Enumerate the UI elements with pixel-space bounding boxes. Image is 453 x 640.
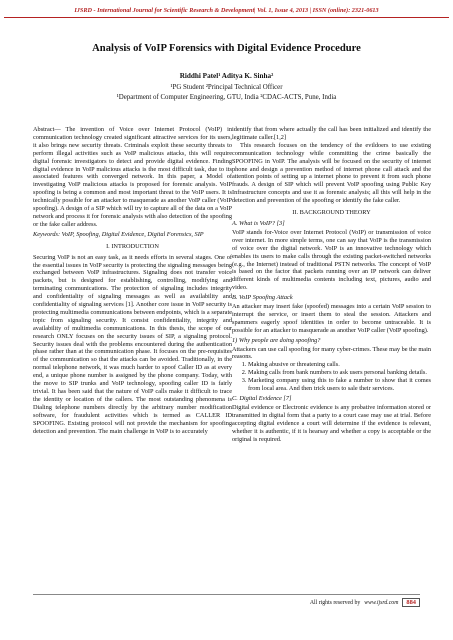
subsection-digital-evidence: C. Digital Evidence [7] xyxy=(232,395,292,402)
journal-url-link[interactable]: www.ijsrd.com xyxy=(364,599,399,606)
list-item: 2. Making calls from bank numbers to ask users personal banking details. xyxy=(248,369,431,377)
paper-title: Analysis of VoIP Forensics with Digital Evidence Procedure xyxy=(92,43,361,54)
subsection-what-is-voip: A. What is VoIP? [3] xyxy=(232,219,285,227)
spoofing-reasons-list xyxy=(232,361,431,393)
keywords: Keywords: VoIP, Spoofing, Digital Evidence, Digital Forensics, SIP xyxy=(33,230,204,238)
rights-text: All rights reserved by xyxy=(309,599,361,606)
list-item: 3. Marketing company using this to fake a number to show that it comes from local area. And then trick users to sale their services. xyxy=(248,377,431,393)
introduction-text: Securing VoIP is not an easy task, as it needs efforts in several stages. One of the essential issues in VoIP security is protecting the signaling messages being exchanged between VoIP infrastructures. Signaling does not transfer voice packets, but is designed for establishing, controlling, modifying and terminating communications. The protection of signaling includes integrity and confidentiality of signaling messages as well as availability and confidentiality of signaling services [1]. Another core issue in VoIP security is protecting multimedia communications between endpoints, which is a separate topic from signaling security. It consist confidentiality, integrity and availability of multimedia communications. In this thesis, the scope of our research ONLY focuses on the security issues of SIP, a signaling protocol. Security issues deal with the problems encountered during the authentication phase rather than at the communication phase. It focuses on the pre-requisites of the communication so that the attacks can be avoided. Traditionally, in the normal telephone network, it was much harder to spoof Caller ID as at every end, a unique phone number is assigned by the phone company. Today, with the move to SIP trunks and VoIP technology, spoofing caller ID is fairly trivial. It has been said that the nature of VoIP calls make it difficult to trace the identity or location of the callers. The most outstanding phenomena is Dialing telephone numbers directly by the arbitrary number modification software, for fraudulent activities which is termed as CALLER ID SPOOFING. Existing protocol will not provide the mechanism for spoofing detection and prevention. The main challenge in VoIP is to accurately xyxy=(33,253,232,435)
affiliation-institutions: ¹Department of Computer Engineering, GTU, India ²CDAC-ACTS, Pune, India xyxy=(116,94,337,101)
section-background-heading: II. BACKGROUND THEORY xyxy=(292,209,371,217)
intro-continued: identify that from where actually the call has been initialized and identify the legitimate caller.[1,2] xyxy=(232,126,431,141)
page-number: 884 xyxy=(402,598,420,607)
list-item: 1. Making abusive or threatening calls. xyxy=(248,361,431,369)
spoofing-reasons-intro: Attackers can use call spoofing for many cyber-crimes. These may be the main reasons. xyxy=(232,345,431,361)
journal-header: IJSRD - International Journal for Scientific Research & Development| Vol. 1, Issue 4, 2013 | ISSN (online): 2321-0613 xyxy=(74,7,379,14)
subsection-why-spoofing: 1) Why people are doing spoofing? xyxy=(232,336,321,344)
spoofing-attack-paragraph: An attacker may insert fake (spoofed) messages into a certain VoIP session to interrupt the service, or insert them to steal the session. Attackers and spammers eagerly spoof identities in order to become untraceable. It is possible for an attacker to masquerade as another VoIP caller (VoIP spoofing). xyxy=(232,303,431,334)
abstract: Abstract— The invention of Voice over Internet Protocol (VoIP) in communication technology created significant attractive services for its users, it also brings new security threats. Criminals exploit these security threats to perform illegal activities such as VoIP malicious attacks, this will require digital forensic investigators to detect and provide digital evidence. Finding digital evidence in VoIP malicious attacks is the most difficult task, due to its associated features with converged network. In this paper, a Model of investigating VoIP malicious attacks is proposed for forensic analysis. VoIP spoofing is being a common and most important threat to the VoIP users. It is technically possible for an attacker to masquerade as another VoIP caller (VoIP spoofing). A design of a SIP which will try to capture all of the data on a VoIP network and process it for forensic analysis with also detection of the spoofing or the fake caller address. xyxy=(33,126,232,228)
research-focus-paragraph: This research focuses on the tendency of the evildoers to use existing communication technology while committing the crime basically the SPOOFING in VoIP. The analysis will be focused on the security of internet phone and design a prevention method of internet phone call attack and the attention points of setting up a internet phone to prevent it from such phone frauds. A design of SIP which will prevent VoIP spoofing using Public Key Infrastructure concepts and use it as forensic analysis; all this will help in the detection and prevention of the spoofing or identify the fake caller. xyxy=(232,141,431,205)
paper-authors: Riddhi Patel¹ Aditya K. Sinha² xyxy=(179,72,274,80)
affiliation-roles: ¹PG Student ²Principal Technical Officer xyxy=(170,84,283,91)
digital-evidence-paragraph: Digital evidence or Electronic evidence is any probative information stored or transmitted in digital form that a party to a court case may use at trial. Before accepting digital evidence a court will determine if the evidence is relevant, whether it is authentic, if it is hearsay and whether a copy is acceptable or the original is required. xyxy=(232,403,431,443)
voip-definition-paragraph: VoIP stands for-Voice over Internet Protocol (VoIP) or transmission of voice over internet. In more simple terms, one can say that VoIP is the transmission of voice over the digital network. VoIP is an innovative technology which enables its users to make calls through the existing packet-switched networks (e.g., the Internet) instead of traditional PSTN networks. The concept of VoIP is based on the factor that packets running over an IP network can deliver different kinds of multimedia contents including text, pictures, audio and video. xyxy=(232,228,431,292)
left-column xyxy=(33,126,232,435)
header-divider xyxy=(4,17,449,18)
section-introduction-heading: I. INTRODUCTION xyxy=(106,242,159,250)
footer-divider xyxy=(33,594,420,595)
subsection-spoofing-attack: B. VoIP Spoofing Attack xyxy=(232,294,293,302)
right-column xyxy=(232,126,431,443)
page-footer xyxy=(310,598,420,607)
